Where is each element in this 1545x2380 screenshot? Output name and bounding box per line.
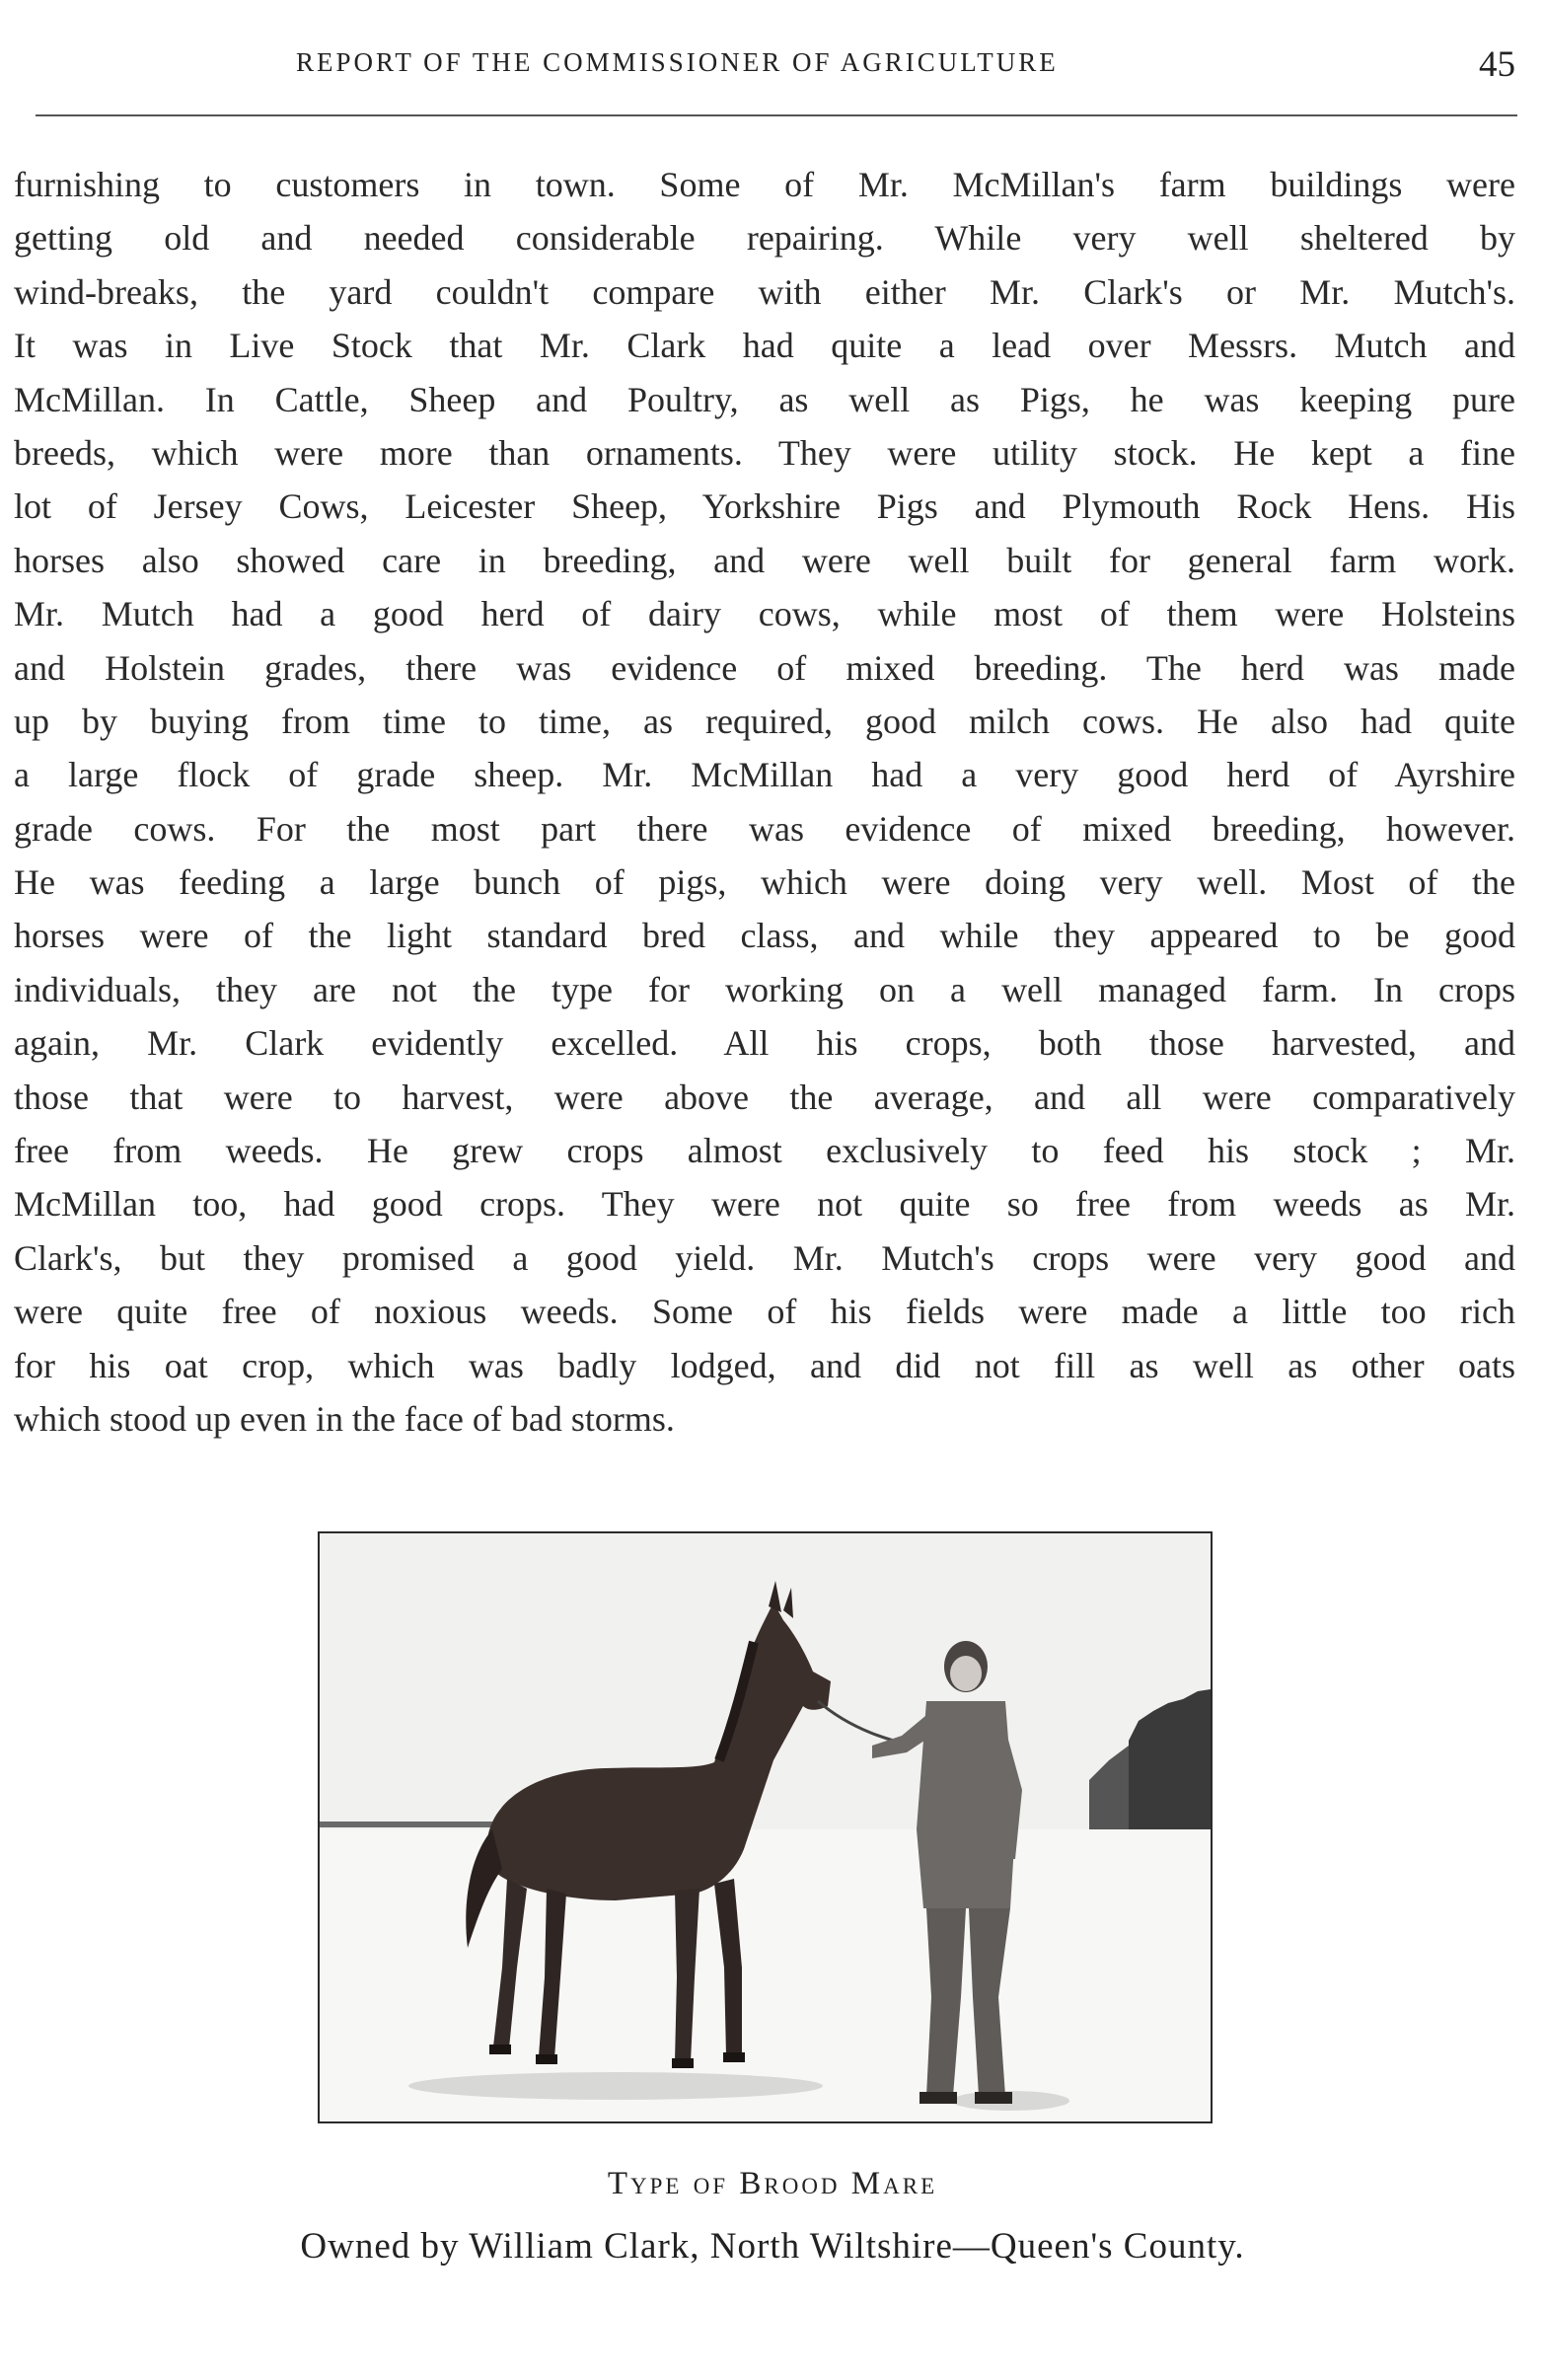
running-head — [0, 44, 1545, 87]
text-line: horses were of the light standard bred class, and while they appeared to be good — [14, 916, 1515, 956]
figure-caption-title: Type of Brood Mare — [607, 2166, 938, 2201]
text-line: individuals, they are not the type for working on a well managed farm. In crops — [14, 969, 1515, 1009]
text-line: getting old and needed considerable repairing. While very well sheltered by — [14, 218, 1515, 259]
text-line: lot of Jersey Cows, Leicester Sheep, Yorkshire Pigs and Plymouth Rock Hens. His — [14, 486, 1515, 527]
text-line: breeds, which were more than ornaments. They were utility stock. He kept a fine — [14, 432, 1515, 473]
figure-caption-credit: Owned by William Clark, North Wiltshire—Queen's County. — [300, 2226, 1245, 2267]
text-line: He was feeding a large bunch of pigs, which were doing very well. Most of the — [14, 862, 1515, 903]
text-line: a large flock of grade sheep. Mr. McMillan had a very good herd of Ayrshire — [14, 755, 1515, 795]
text-line: and Holstein grades, there was evidence of mixed breeding. The herd was made — [14, 647, 1515, 688]
photograph — [318, 1531, 1213, 2123]
text-line: Clark's, but they promised a good yield. Mr. Mutch's crops were very good and — [14, 1237, 1515, 1278]
text-line: wind-breaks, the yard couldn't compare with either Mr. Clark's or Mr. Mutch's. — [14, 271, 1515, 312]
text-line: free from weeds. He grew crops almost exclusively to feed his stock ; Mr. — [14, 1131, 1515, 1171]
text-line: up by buying from time to time, as required, good milch cows. He also had quite — [14, 701, 1515, 741]
text-line: for his oat crop, which was badly lodged, and did not fill as well as other oats — [14, 1345, 1515, 1385]
text-line: those that were to harvest, were above the average, and all were comparatively — [14, 1077, 1515, 1117]
text-line: furnishing to customers in town. Some of Mr. McMillan's farm buildings were — [14, 165, 1515, 204]
body-paragraph — [14, 158, 1515, 1446]
text-line: horses also showed care in breeding, and were well built for general farm work. — [14, 540, 1515, 580]
header-rule — [36, 114, 1517, 116]
text-line: grade cows. For the most part there was evidence of mixed breeding, however. — [14, 808, 1515, 849]
text-line: McMillan. In Cattle, Sheep and Poultry, as well as Pigs, he was keeping pure — [14, 379, 1515, 419]
text-line: It was in Live Stock that Mr. Clark had quite a lead over Messrs. Mutch and — [14, 326, 1515, 366]
page-number: 45 — [1479, 44, 1515, 85]
horse-and-handler-illustration — [320, 1533, 1211, 2121]
text-line: which stood up even in the face of bad storms. — [14, 1398, 675, 1439]
text-line: Mr. Mutch had a good herd of dairy cows, while most of them were Holsteins — [14, 594, 1515, 634]
text-line: were quite free of noxious weeds. Some of his fields were made a little too rich — [14, 1292, 1515, 1332]
running-head-title: REPORT OF THE COMMISSIONER OF AGRICULTURE — [296, 47, 1059, 77]
text-line: McMillan too, had good crops. They were not quite so free from weeds as Mr. — [14, 1184, 1515, 1225]
text-line: again, Mr. Clark evidently excelled. All his crops, both those harvested, and — [14, 1023, 1515, 1064]
